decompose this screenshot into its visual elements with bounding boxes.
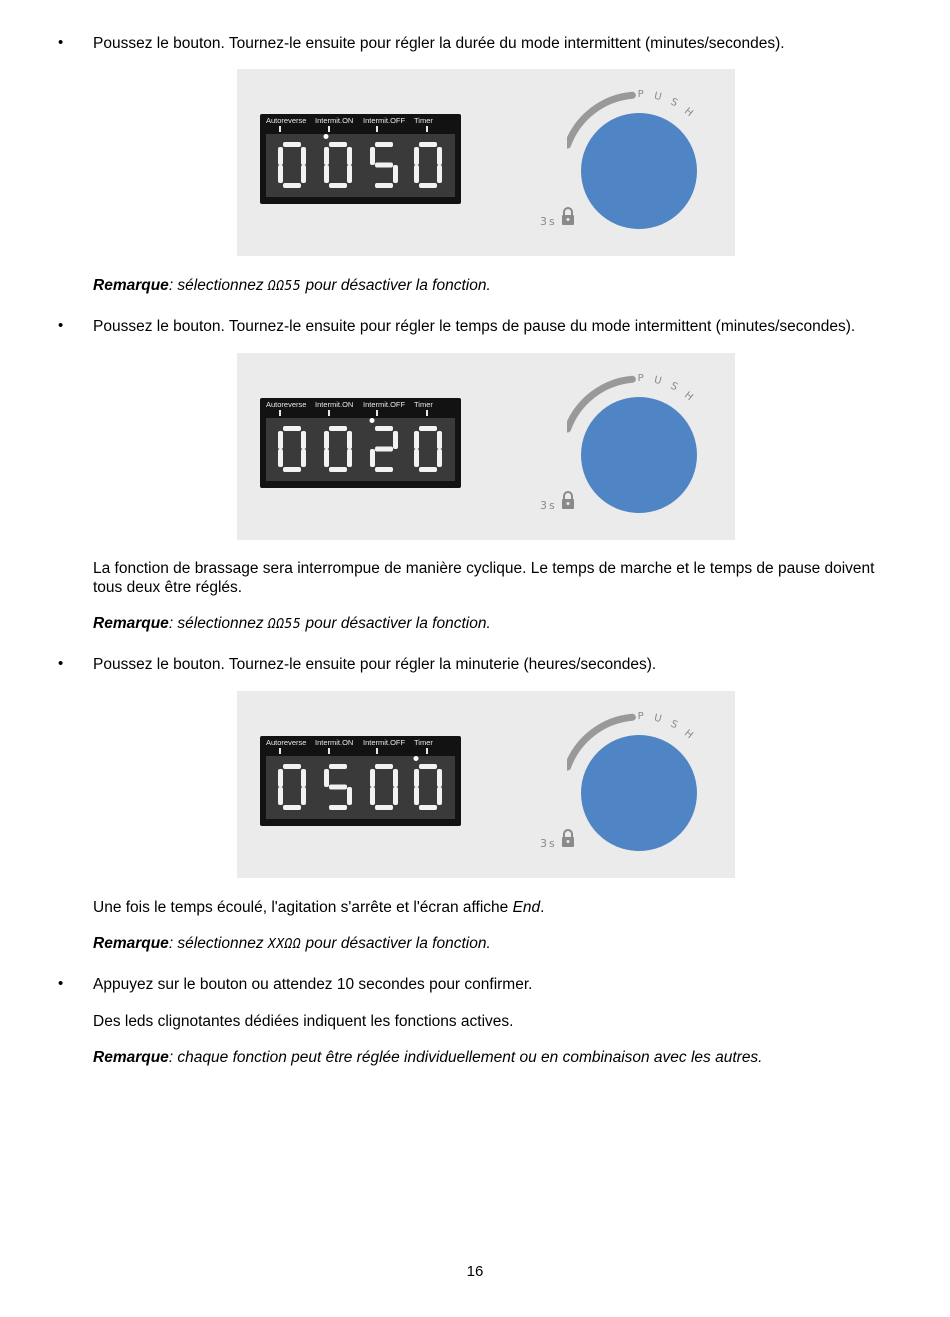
digit-segment bbox=[414, 147, 419, 165]
digit-segment bbox=[329, 426, 347, 431]
display-label-intermit-off: Intermit.OFF bbox=[363, 738, 406, 747]
knob-button bbox=[581, 735, 697, 851]
digit-segment bbox=[329, 785, 347, 790]
knob-button bbox=[581, 113, 697, 229]
digit-segment bbox=[375, 163, 393, 168]
display-label-timer: Timer bbox=[414, 400, 433, 409]
lock-icon bbox=[561, 829, 575, 847]
display-label-timer: Timer bbox=[414, 116, 433, 125]
digit-segment bbox=[347, 449, 352, 467]
lcd-display bbox=[260, 398, 461, 488]
digit-segment bbox=[375, 805, 393, 810]
seven-segment-digits bbox=[266, 134, 455, 197]
display-label-intermit-off: Intermit.OFF bbox=[363, 116, 406, 125]
push-knob bbox=[567, 89, 717, 239]
digit-segment bbox=[419, 183, 437, 188]
knob-button bbox=[581, 397, 697, 513]
bullet-icon: • bbox=[58, 655, 64, 672]
digit-segment bbox=[419, 467, 437, 472]
digit-segment bbox=[437, 165, 442, 183]
digit-segment bbox=[393, 769, 398, 787]
digit-segment bbox=[278, 147, 283, 165]
paragraph: Des leds clignotantes dédiées indiquent les fonctions actives. bbox=[93, 1013, 514, 1030]
digit-segment bbox=[419, 142, 437, 147]
bullet-icon: • bbox=[58, 975, 64, 992]
digit-segment bbox=[419, 805, 437, 810]
lock-icon bbox=[561, 491, 575, 509]
control-panel-illustration bbox=[237, 353, 735, 540]
digit-segment bbox=[278, 449, 283, 467]
digit-segment bbox=[347, 165, 352, 183]
push-letter: H bbox=[681, 389, 695, 404]
note: Remarque: sélectionnez XXΩΩ pour désactiver la fonction. bbox=[93, 935, 491, 952]
digit-segment bbox=[324, 449, 329, 467]
digit-segment bbox=[370, 787, 375, 805]
digit-segment bbox=[301, 147, 306, 165]
blink-dot bbox=[370, 418, 375, 423]
push-letter: S bbox=[668, 96, 680, 110]
lock-icon bbox=[561, 207, 575, 225]
digit-segment bbox=[347, 147, 352, 165]
push-letter: P bbox=[637, 89, 644, 101]
digit-segment bbox=[375, 467, 393, 472]
digit-segment bbox=[283, 467, 301, 472]
digit-segment bbox=[393, 431, 398, 449]
display-label-intermit-on: Intermit.ON bbox=[315, 400, 354, 409]
digit-segment bbox=[414, 769, 419, 787]
push-letter: U bbox=[652, 712, 663, 726]
instruction-text: Poussez le bouton. Tournez-le ensuite pour régler la durée du mode intermittent (minutes/secondes). bbox=[93, 35, 785, 52]
digit-segment bbox=[329, 805, 347, 810]
paragraph: La fonction de brassage sera interrompue de manière cyclique. Le temps de marche et le temps de pause doivent tous deux être réglés. bbox=[93, 560, 875, 596]
lock-duration-label: 3s bbox=[540, 837, 557, 850]
instruction-text: Poussez le bouton. Tournez-le ensuite pour régler la minuterie (heures/secondes). bbox=[93, 656, 657, 673]
digit-segment bbox=[375, 183, 393, 188]
digit-segment bbox=[278, 769, 283, 787]
blink-dot bbox=[414, 756, 419, 761]
digit-segment bbox=[301, 165, 306, 183]
digit-screen bbox=[266, 756, 455, 819]
digit-segment bbox=[283, 142, 301, 147]
push-knob bbox=[567, 711, 717, 861]
digit-segment bbox=[283, 426, 301, 431]
note: Remarque: chaque fonction peut être réglée individuellement ou en combinaison avec les autres. bbox=[93, 1049, 763, 1066]
push-letter: P bbox=[637, 373, 644, 385]
instruction-text: Poussez le bouton. Tournez-le ensuite pour régler le temps de pause du mode intermittent (minutes/secondes). bbox=[93, 318, 856, 335]
digit-segment bbox=[414, 449, 419, 467]
display-label-intermit-on: Intermit.ON bbox=[315, 738, 354, 747]
segment-code: XXΩΩ bbox=[267, 937, 302, 952]
push-letter: H bbox=[681, 727, 695, 742]
digit-segment bbox=[301, 769, 306, 787]
digit-segment bbox=[437, 769, 442, 787]
display-label-intermit-off: Intermit.OFF bbox=[363, 400, 406, 409]
push-letter: S bbox=[668, 380, 680, 394]
display-label-autoreverse: Autoreverse bbox=[266, 116, 307, 125]
display-label-autoreverse: Autoreverse bbox=[266, 738, 307, 747]
digit-segment bbox=[278, 165, 283, 183]
control-panel-illustration bbox=[237, 69, 735, 256]
push-letter: S bbox=[668, 718, 680, 732]
digit-segment bbox=[324, 769, 329, 787]
digit-segment bbox=[301, 431, 306, 449]
digit-segment bbox=[375, 764, 393, 769]
digit-segment bbox=[419, 426, 437, 431]
display-label-autoreverse: Autoreverse bbox=[266, 400, 307, 409]
digit-segment bbox=[283, 183, 301, 188]
digit-segment bbox=[283, 764, 301, 769]
digit-segment bbox=[278, 431, 283, 449]
digit-segment bbox=[419, 764, 437, 769]
digit-segment bbox=[278, 787, 283, 805]
digit-segment bbox=[393, 165, 398, 183]
bullet-icon: • bbox=[58, 317, 64, 334]
seven-segment-digits bbox=[266, 756, 455, 819]
digit-segment bbox=[437, 449, 442, 467]
digit-segment bbox=[329, 467, 347, 472]
lcd-display bbox=[260, 736, 461, 826]
digit-segment bbox=[329, 764, 347, 769]
digit-segment bbox=[375, 142, 393, 147]
paragraph: Une fois le temps écoulé, l'agitation s'arrête et l'écran affiche End. bbox=[93, 899, 545, 916]
lcd-display bbox=[260, 114, 461, 204]
push-knob bbox=[567, 373, 717, 523]
digit-segment bbox=[370, 449, 375, 467]
digit-segment bbox=[324, 147, 329, 165]
digit-segment bbox=[437, 147, 442, 165]
push-letter: P bbox=[637, 711, 644, 723]
digit-segment bbox=[375, 426, 393, 431]
digit-segment bbox=[347, 431, 352, 449]
blink-dot bbox=[324, 134, 329, 139]
digit-segment bbox=[414, 165, 419, 183]
display-label-timer: Timer bbox=[414, 738, 433, 747]
seven-segment-digits bbox=[266, 418, 455, 481]
push-letter: H bbox=[681, 105, 695, 120]
push-letter: U bbox=[652, 374, 663, 388]
digit-segment bbox=[347, 787, 352, 805]
digit-segment bbox=[329, 183, 347, 188]
digit-segment bbox=[301, 449, 306, 467]
control-panel-illustration bbox=[237, 691, 735, 878]
segment-code: ΩΩ55 bbox=[267, 279, 302, 294]
digit-segment bbox=[324, 165, 329, 183]
digit-segment bbox=[437, 431, 442, 449]
digit-segment bbox=[414, 431, 419, 449]
digit-segment bbox=[370, 147, 375, 165]
lock-duration-label: 3s bbox=[540, 215, 557, 228]
digit-segment bbox=[414, 787, 419, 805]
digit-screen bbox=[266, 134, 455, 197]
digit-segment bbox=[375, 447, 393, 452]
instruction-text: Appuyez sur le bouton ou attendez 10 secondes pour confirmer. bbox=[93, 976, 533, 993]
display-label-intermit-on: Intermit.ON bbox=[315, 116, 354, 125]
bullet-icon: • bbox=[58, 34, 64, 51]
digit-segment bbox=[324, 431, 329, 449]
segment-code: ΩΩ55 bbox=[267, 617, 302, 632]
digit-segment bbox=[393, 787, 398, 805]
digit-segment bbox=[437, 787, 442, 805]
digit-segment bbox=[283, 805, 301, 810]
note: Remarque: sélectionnez ΩΩ55 pour désactiver la fonction. bbox=[93, 277, 491, 294]
lock-duration-label: 3s bbox=[540, 499, 557, 512]
digit-screen bbox=[266, 418, 455, 481]
push-letter: U bbox=[652, 90, 663, 104]
page-number: 16 bbox=[466, 1263, 484, 1280]
digit-segment bbox=[370, 769, 375, 787]
digit-segment bbox=[329, 142, 347, 147]
note: Remarque: sélectionnez ΩΩ55 pour désactiver la fonction. bbox=[93, 615, 491, 632]
digit-segment bbox=[301, 787, 306, 805]
